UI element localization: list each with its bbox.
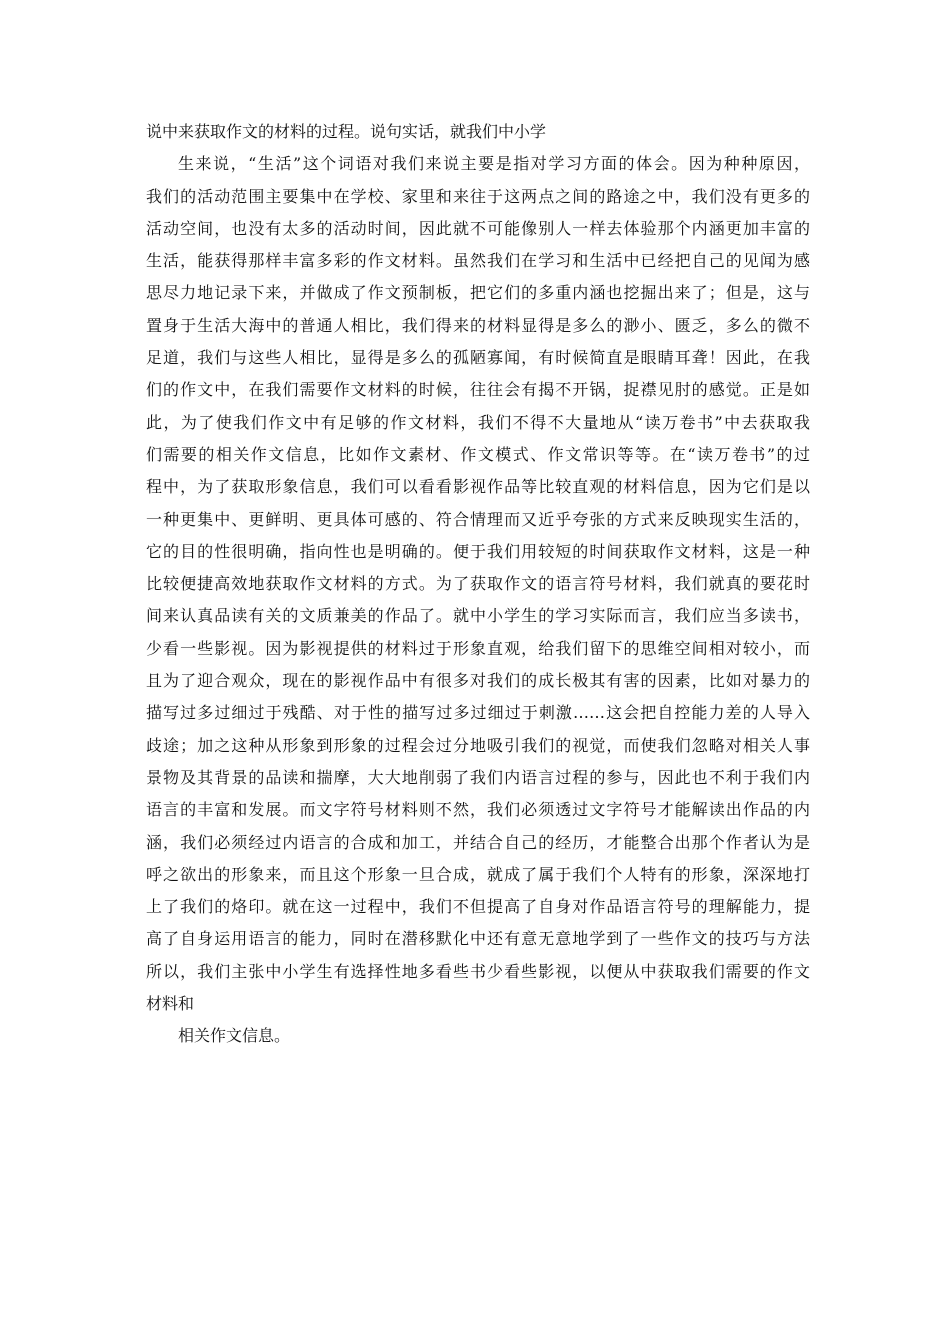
text-line: 且为了迎合观众，现在的影视作品中有很多对我们的成长极其有害的因素，比如对暴力的 <box>146 671 810 691</box>
text-line: 说中来获取作文的材料的过程。说句实话，就我们中小学 <box>146 122 547 141</box>
text-line: 活动空间，也没有太多的活动时间，因此就不可能像别人一样去体验那个内涵更加丰富的 <box>146 218 810 238</box>
text-line: 我们的活动范围主要集中在学校、家里和来往于这两点之间的路途之中，我们没有更多的 <box>146 186 810 206</box>
text-line: 上了我们的烙印。就在这一过程中，我们不但提高了自身对作品语言符号的理解能力，提 <box>146 897 810 917</box>
text-line: 呼之欲出的形象来，而且这个形象一旦合成，就成了属于我们个人特有的形象，深深地打 <box>146 864 810 884</box>
text-line: 们的作文中，在我们需要作文材料的时候，往往会有揭不开锅，捉襟见肘的感觉。正是如 <box>146 380 810 400</box>
text-line: 程中，为了获取形象信息，我们可以看看影视作品等比较直观的材料信息，因为它们是以 <box>146 477 810 497</box>
text-line: 它的目的性很明确，指向性也是明确的。便于我们用较短的时间获取作文材料，这是一种 <box>146 541 810 561</box>
text-line: 涵，我们必须经过内语言的合成和加工，并结合自己的经历，才能整合出那个作者认为是 <box>146 832 810 852</box>
body-text <box>146 116 810 1053</box>
text-line: 足道，我们与这些人相比，显得是多么的孤陋寡闻，有时候简直是眼睛耳聋！因此，在我 <box>146 348 810 368</box>
text-line: 高了自身运用语言的能力，同时在潜移默化中还有意无意地学到了一些作文的技巧与方法 <box>146 929 810 949</box>
text-line: 此，为了使我们作文中有足够的作文材料，我们不得不大量地从“读万卷书”中去获取我 <box>146 412 810 432</box>
text-line: 思尽力地记录下来，并做成了作文预制板，把它们的多重内涵也挖掘出来了；但是，这与 <box>146 283 810 303</box>
text-line: 生来说，“生活”这个词语对我们来说主要是指对学习方面的体会。因为种种原因， <box>178 154 810 174</box>
text-line: 景物及其背景的品读和揣摩，大大地削弱了我们内语言过程的参与，因此也不利于我们内 <box>146 767 810 787</box>
text-line: 一种更集中、更鲜明、更具体可感的、符合情理而又近乎夸张的方式来反映现实生活的， <box>146 509 810 529</box>
text-line: 比较便捷高效地获取作文材料的方式。为了获取作文的语言符号材料，我们就真的要花时 <box>146 574 810 594</box>
text-line: 置身于生活大海中的普通人相比，我们得来的材料显得是多么的渺小、匮乏，多么的微不 <box>146 315 810 335</box>
text-line: 材料和 <box>146 994 195 1014</box>
text-line: 少看一些影视。因为影视提供的材料过于形象直观，给我们留下的思维空间相对较小，而 <box>146 638 810 658</box>
text-line: 描写过多过细过于残酷、对于性的描写过多过细过于刺激……这会把自控能力差的人导入 <box>146 703 810 723</box>
text-line: 歧途；加之这种从形象到形象的过程会过分地吸引我们的视觉，而使我们忽略对相关人事 <box>146 735 810 755</box>
text-line: 间来认真品读有关的文质兼美的作品了。就中小学生的学习实际而言，我们应当多读书， <box>146 606 810 626</box>
text-line: 们需要的相关作文信息，比如作文素材、作文模式、作文常识等等。在“读万卷书”的过 <box>146 444 810 464</box>
text-line: 相关作文信息。 <box>178 1026 291 1046</box>
text-line: 所以，我们主张中小学生有选择性地多看些书少看些影视，以便从中获取我们需要的作文 <box>146 961 810 981</box>
text-line: 生活，能获得那样丰富多彩的作文材料。虽然我们在学习和生活中已经把自己的见闻为感 <box>146 251 810 271</box>
text-line: 语言的丰富和发展。而文字符号材料则不然，我们必须透过文字符号才能解读出作品的内 <box>146 800 810 820</box>
